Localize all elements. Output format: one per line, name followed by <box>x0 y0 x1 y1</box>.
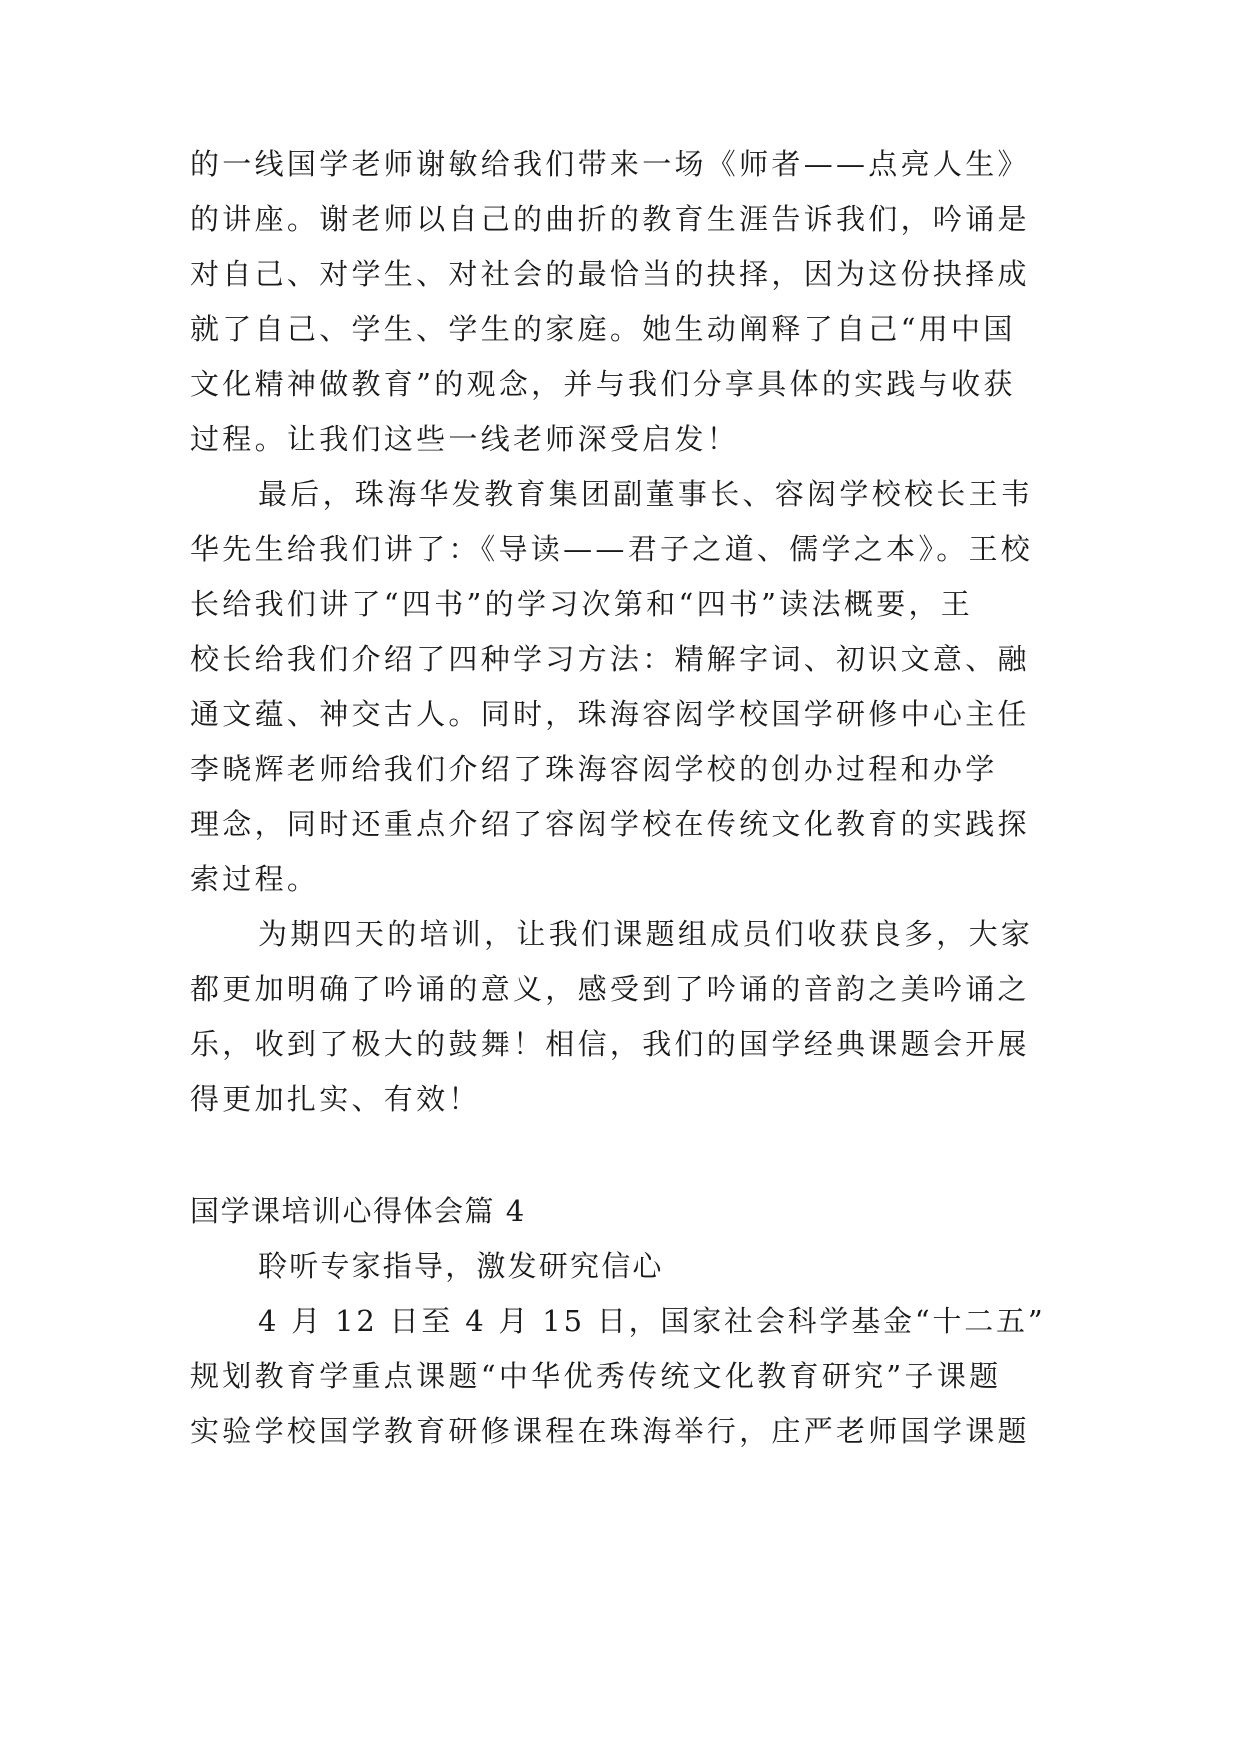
text-line: 对自己、对学生、对社会的最恰当的抉择，因为这份抉择成 <box>190 257 1030 291</box>
text-line: 李晓辉老师给我们介绍了珠海容闳学校的创办过程和办学 <box>190 752 998 786</box>
text-line: 实验学校国学教育研修课程在珠海举行，庄严老师国学课题 <box>190 1414 1030 1448</box>
text-line: 得更加扎实、有效！ <box>190 1082 481 1116</box>
text-line: 长给我们讲了“四书”的学习次第和“四书”读法概要，王 <box>190 587 974 621</box>
text-line: 的一线国学老师谢敏给我们带来一场《师者——点亮人生》 <box>190 147 1030 181</box>
text-line: 都更加明确了吟诵的意义，感受到了吟诵的音韵之美吟诵之 <box>190 972 1030 1006</box>
text-line: 校长给我们介绍了四种学习方法：精解字词、初识文意、融 <box>190 642 1030 676</box>
text-line: 的讲座。谢老师以自己的曲折的教育生涯告诉我们，吟诵是 <box>190 202 1030 236</box>
text-line: 通文蕴、神交古人。同时，珠海容闳学校国学研修中心主任 <box>190 697 1030 731</box>
text-line: 理念，同时还重点介绍了容闳学校在传统文化教育的实践探 <box>190 807 1030 841</box>
section-title: 国学课培训心得体会篇 4 <box>190 1194 526 1228</box>
text-line: 最后，珠海华发教育集团副董事长、容闳学校校长王韦 <box>258 477 1034 511</box>
text-line: 索过程。 <box>190 862 320 896</box>
section-subtitle: 聆听专家指导，激发研究信心 <box>258 1249 664 1283</box>
text-line: 为期四天的培训，让我们课题组成员们收获良多，大家 <box>258 917 1034 951</box>
text-line: 就了自己、学生、学生的家庭。她生动阐释了自己“用中国 <box>190 312 1016 346</box>
text-line: 乐，收到了极大的鼓舞！相信，我们的国学经典课题会开展 <box>190 1027 1030 1061</box>
text-line: 4 月 12 日至 4 月 15 日，国家社会科学基金“十二五” <box>258 1304 1046 1338</box>
text-line: 华先生给我们讲了：《导读——君子之道、儒学之本》。王校 <box>190 532 1034 566</box>
text-line: 文化精神做教育”的观念，并与我们分享具体的实践与收获 <box>190 367 1016 401</box>
text-line: 过程。让我们这些一线老师深受启发！ <box>190 422 740 456</box>
text-line: 规划教育学重点课题“中华优秀传统文化教育研究”子课题 <box>190 1359 1002 1393</box>
